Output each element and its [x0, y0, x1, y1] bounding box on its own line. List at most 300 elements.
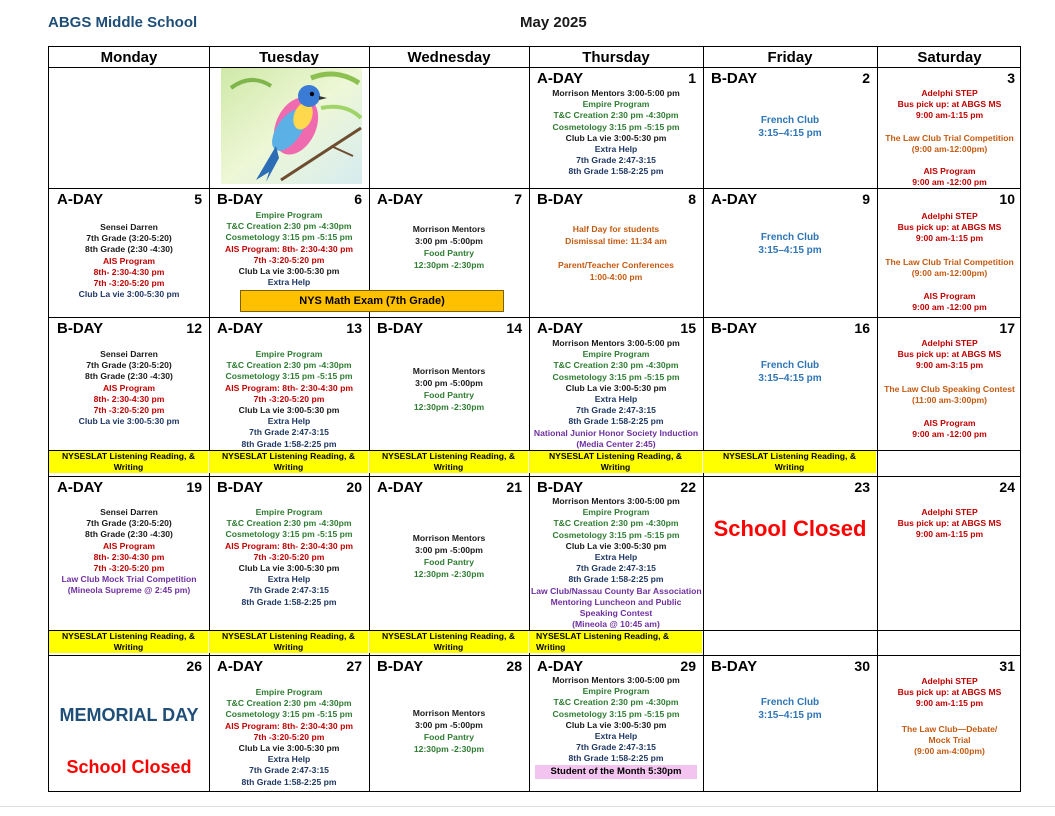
nyseslat-banner [49, 631, 208, 653]
event-line: 9:00 am-3:15 pm [915, 360, 984, 371]
event-list [51, 507, 207, 597]
event-line: 12:30pm -2:30pm [413, 402, 485, 412]
day-cell-may-9[interactable] [703, 188, 877, 317]
day-header-wednesday: Wednesday [407, 49, 491, 66]
event-line: 7th Grade 2:47-3:15 [576, 742, 656, 753]
date-number: 31 [999, 658, 1015, 674]
day-cell-may-20[interactable] [209, 476, 369, 631]
event-list [705, 359, 875, 385]
event-line: Cosmetology 3:15 pm -5:15 pm [552, 708, 680, 719]
day-type-label: A-DAY [377, 479, 424, 496]
event-line: Bus pick up: at ABGS MS [897, 222, 1002, 233]
event-line: Extra Help [594, 394, 638, 405]
event-list [705, 696, 875, 722]
event-list [879, 338, 1020, 440]
event-line: 7th -3:20-5:20 pm [253, 731, 325, 742]
event-line: Club La vie 3:00-5:30 pm [565, 382, 667, 393]
day-cell-may-16[interactable] [703, 317, 877, 450]
event-list [879, 88, 1020, 188]
day-type-label: B-DAY [537, 479, 584, 496]
date-number: 9 [862, 191, 870, 207]
date-number: 15 [680, 320, 696, 336]
event-list [531, 496, 701, 630]
school-closed-label: School Closed [713, 516, 867, 541]
event-line: Speaking Contest [579, 608, 653, 619]
event-line: 7th Grade 2:47-3:15 [576, 155, 656, 166]
day-type-label: A-DAY [537, 320, 584, 337]
day-type-label: B-DAY [217, 479, 264, 496]
date-number: 29 [680, 658, 696, 674]
day-type-label: B-DAY [711, 658, 758, 675]
banner-text: Writing [774, 462, 805, 472]
date-number: 3 [1007, 70, 1015, 86]
event-line: Empire Program [582, 507, 650, 518]
event-list [879, 211, 1020, 313]
day-cell-may-31[interactable] [877, 655, 1022, 793]
event-line: Cosmetology 3:15 pm -5:15 pm [225, 709, 353, 720]
day-cell-may-14[interactable] [369, 317, 529, 450]
event-line: Adelphi STEP [921, 88, 978, 98]
date-number: 27 [346, 658, 362, 674]
event-line: Empire Program [255, 507, 323, 517]
event-line: T&C Creation 2:30 pm -4:30pm [226, 360, 352, 371]
event-line: 3:15–4:15 pm [758, 128, 822, 139]
event-list [531, 88, 701, 178]
day-cell-may-3[interactable] [877, 67, 1022, 188]
event-line: (9:00 am-4:00pm) [914, 746, 985, 757]
event-line: Law Club Mock Trial Competition [61, 574, 197, 585]
event-line: 8th Grade (2:30 -4:30) [85, 529, 173, 540]
banner-text: NYSESLAT Listening Reading, & [61, 451, 196, 461]
banner-text: NYSESLAT Listening Reading, & [536, 631, 670, 641]
event-line: Club La vie 3:00-5:30 pm [565, 719, 667, 730]
banner-text: Writing [433, 642, 464, 652]
nyseslat-banner [49, 451, 208, 473]
date-number: 10 [999, 191, 1015, 207]
event-line: 8th Grade (2:30 -4:30) [85, 244, 173, 255]
event-line: Adelphi STEP [921, 211, 978, 221]
day-type-label: A-DAY [711, 191, 758, 208]
event-line: Morrison Mentors [412, 708, 486, 718]
event-line: Extra Help [267, 416, 311, 427]
event-line: Extra Help [594, 552, 638, 563]
event-line: 9:00 am -12:00 pm [912, 302, 987, 313]
event-line: Extra Help [267, 277, 311, 288]
event-line: 12:30pm -2:30pm [413, 260, 485, 270]
event-line: AIS Program [923, 166, 976, 177]
calendar-grid [48, 46, 1021, 792]
event-line: T&C Creation 2:30 pm -4:30pm [226, 698, 352, 709]
event-line: 7th Grade (3:20-5:20) [86, 360, 172, 371]
day-cell-may-1[interactable] [529, 67, 703, 188]
event-line: National Junior Honor Society Induction [533, 427, 699, 438]
event-line: 8th- 2:30-4:30 pm [93, 551, 165, 562]
event-line: Parent/Teacher Conferences [558, 260, 674, 270]
event-line: T&C Creation 2:30 pm -4:30pm [553, 697, 679, 708]
date-number: 2 [862, 70, 870, 86]
date-number: 5 [194, 191, 202, 207]
event-line: AIS Program: 8th- 2:30-4:30 pm [225, 382, 353, 393]
event-line: Food Pantry [423, 248, 475, 258]
day-cell-may-5[interactable] [49, 188, 209, 317]
banner-text: Writing [536, 642, 566, 652]
event-line: Dismissal time: 11:34 am [565, 236, 667, 246]
day-type-label: B-DAY [537, 191, 584, 208]
event-line: (Mineola Supreme @ 2:45 pm) [67, 585, 191, 596]
event-line: 7th -3:20-5:20 pm [93, 278, 165, 289]
event-line: Cosmetology 3:15 pm -5:15 pm [225, 371, 353, 382]
month-title: May 2025 [520, 14, 587, 31]
event-line: Cosmetology 3:15 pm -5:15 pm [552, 121, 680, 132]
banner-text: NYSESLAT Listening Reading, & [61, 631, 196, 641]
day-type-label: B-DAY [711, 320, 758, 337]
event-list [705, 231, 875, 257]
banner-text: NYSESLAT Listening Reading, & [548, 451, 683, 461]
event-line: 3:00 pm -5:00pm [415, 378, 483, 388]
event-line: 3:00 pm -5:00pm [415, 545, 483, 555]
spacer [879, 245, 1020, 257]
event-line: T&C Creation 2:30 pm -4:30pm [553, 360, 679, 371]
day-cell-may-26[interactable] [49, 655, 209, 793]
event-line: Sensei Darren [100, 349, 158, 359]
date-number: 1 [688, 70, 696, 86]
banner-text: Writing [273, 642, 304, 652]
event-line: 9:00 am -12:00 pm [912, 177, 987, 188]
event-list [51, 222, 207, 300]
event-line: Club La vie 3:00-5:30 pm [78, 289, 180, 300]
event-line: 9:00 am-1:15 pm [915, 529, 984, 540]
day-header-thursday: Thursday [582, 49, 650, 66]
event-line: Adelphi STEP [921, 507, 978, 517]
event-line: Empire Program [255, 349, 323, 359]
date-number: 8 [688, 191, 696, 207]
day-cell-may-19[interactable] [49, 476, 209, 631]
spacer [879, 372, 1020, 384]
event-line: (Mineola @ 10:45 am) [572, 619, 660, 630]
event-list [371, 707, 527, 755]
event-line: Cosmetology 3:15 pm -5:15 pm [552, 529, 680, 540]
event-line: Bus pick up: at ABGS MS [897, 99, 1002, 110]
event-line: 3:15–4:15 pm [758, 710, 822, 721]
event-line: Extra Help [267, 574, 311, 585]
date-number: 21 [506, 479, 522, 495]
day-header-monday: Monday [100, 49, 158, 66]
day-cell-may-23[interactable] [703, 476, 877, 631]
event-line: T&C Creation 2:30 pm -4:30pm [553, 518, 679, 529]
event-line: Bus pick up: at ABGS MS [897, 349, 1002, 360]
event-line: Law Club/Nassau County Bar Association [531, 585, 702, 596]
event-line: 3:00 pm -5:00pm [415, 236, 483, 246]
event-list [211, 349, 367, 450]
event-line: 7th -3:20-5:20 pm [93, 405, 165, 416]
event-line: Morrison Mentors [412, 533, 486, 543]
day-cell-may-10[interactable] [877, 188, 1022, 317]
event-line: 9:00 am-1:15 pm [915, 110, 984, 121]
day-type-label: B-DAY [377, 320, 424, 337]
spacer [879, 279, 1020, 291]
day-cell-may-13[interactable] [209, 317, 369, 450]
date-number: 19 [186, 479, 202, 495]
event-line: 9:00 am-1:15 pm [915, 233, 984, 244]
nyseslat-banner [529, 631, 702, 653]
day-type-label: A-DAY [57, 191, 104, 208]
event-line: Empire Program [582, 686, 650, 697]
event-list [531, 338, 701, 450]
day-cell-may-30[interactable] [703, 655, 877, 793]
event-list [879, 676, 1020, 757]
event-line: Club La vie 3:00-5:30 pm [565, 540, 667, 551]
spacer [879, 155, 1020, 166]
date-number: 13 [346, 320, 362, 336]
event-line: French Club [760, 697, 820, 708]
page-divider [0, 806, 1055, 807]
banner-text: NYSESLAT Listening Reading, & [221, 451, 356, 461]
event-line: (9:00 am-12:00pm) [911, 143, 988, 154]
event-line: Mock Trial [928, 734, 971, 745]
banner-text: Writing [273, 462, 304, 472]
event-line: 3:15–4:15 pm [758, 245, 822, 256]
event-line: French Club [760, 360, 820, 371]
event-line: Morrison Mentors [412, 224, 486, 234]
event-line: AIS Program [102, 540, 156, 551]
spacer [879, 710, 1020, 724]
event-line: French Club [760, 115, 820, 126]
nyseslat-banner [703, 451, 876, 473]
event-line: Morrison Mentors [412, 366, 486, 376]
event-list [211, 507, 367, 608]
day-type-label: B-DAY [217, 191, 264, 208]
event-line: Club La vie 3:00-5:30 pm [565, 132, 667, 143]
event-line: AIS Program: 8th- 2:30-4:30 pm [225, 720, 353, 731]
nyseslat-banner [209, 451, 368, 473]
event-line: 8th Grade 1:58-2:25 pm [241, 776, 337, 787]
event-line: Extra Help [594, 144, 638, 155]
event-line: 12:30pm -2:30pm [413, 569, 485, 579]
event-line: Empire Program [255, 210, 323, 220]
event-line: Empire Program [582, 349, 650, 360]
event-list [371, 532, 527, 580]
event-line: 8th Grade 1:58-2:25 pm [568, 416, 664, 427]
day-cell-may-22[interactable] [529, 476, 703, 655]
nyseslat-banner [369, 631, 528, 653]
event-line: 8th- 2:30-4:30 pm [93, 393, 165, 404]
day-type-label: A-DAY [217, 658, 264, 675]
bird-painting-icon [221, 68, 362, 184]
event-line: Bus pick up: at ABGS MS [897, 518, 1002, 529]
event-line: 8th Grade 1:58-2:25 pm [241, 438, 337, 449]
date-number: 16 [854, 320, 870, 336]
event-line: 9:00 am-1:15 pm [915, 698, 984, 709]
event-line: Morrison Mentors 3:00-5:00 pm [552, 496, 680, 506]
event-line: AIS Program [923, 291, 976, 302]
event-line: AIS Program [923, 418, 976, 429]
day-cell-may-2[interactable] [703, 67, 877, 188]
event-line: AIS Program: 8th- 2:30-4:30 pm [225, 540, 353, 551]
day-cell-may-17[interactable] [877, 317, 1022, 450]
event-list [879, 507, 1020, 541]
event-line: 3:00 pm -5:00pm [415, 720, 483, 730]
event-line: Mentoring Luncheon and Public [550, 596, 682, 607]
event-line: 7th -3:20-5:20 pm [253, 393, 325, 404]
spacer [879, 406, 1020, 418]
event-line: The Law Club—Debate/ [901, 723, 998, 734]
event-line: French Club [760, 232, 820, 243]
nyseslat-banner [529, 451, 702, 473]
event-line: 8th- 2:30-4:30 pm [93, 266, 165, 277]
event-line: Morrison Mentors 3:00-5:00 pm [552, 88, 680, 98]
event-line: Club La vie 3:00-5:30 pm [238, 743, 340, 754]
date-number: 20 [346, 479, 362, 495]
event-line: 1:00-4:00 pm [589, 272, 643, 282]
event-line: Empire Program [255, 687, 323, 697]
date-number: 17 [999, 320, 1015, 336]
event-line: 7th -3:20-5:20 pm [253, 551, 325, 562]
event-list [211, 210, 367, 288]
day-cell-may-24[interactable] [877, 476, 1022, 631]
grid-line [48, 450, 1021, 451]
event-line: Morrison Mentors 3:00-5:00 pm [552, 338, 680, 348]
event-line: 7th Grade (3:20-5:20) [86, 233, 172, 244]
day-cell-may-21[interactable] [369, 476, 529, 631]
event-line: 7th Grade (3:20-5:20) [86, 518, 172, 529]
day-cell-may-8[interactable] [529, 188, 703, 317]
day-type-label: A-DAY [57, 479, 104, 496]
spacer [531, 247, 701, 259]
event-line: 8th Grade (2:30 -4:30) [85, 371, 173, 382]
banner-text: Writing [600, 462, 631, 472]
banner-text: NYSESLAT Listening Reading, & [381, 451, 516, 461]
date-number: 12 [186, 320, 202, 336]
date-number: 24 [999, 479, 1015, 495]
event-line: 3:15–4:15 pm [758, 373, 822, 384]
event-line: 8th Grade 1:58-2:25 pm [568, 166, 664, 177]
date-number: 6 [354, 191, 362, 207]
event-line: Empire Program [582, 99, 650, 110]
event-line: T&C Creation 2:30 pm -4:30pm [226, 221, 352, 232]
event-line: 7th -3:20-5:20 pm [93, 563, 165, 574]
event-list [211, 687, 367, 788]
event-line: 8th Grade 1:58-2:25 pm [568, 574, 664, 585]
event-line: (11:00 am-3:00pm) [912, 394, 987, 405]
date-number: 28 [506, 658, 522, 674]
date-number: 30 [854, 658, 870, 674]
day-header-tuesday: Tuesday [259, 49, 319, 66]
day-cell-may-12[interactable] [49, 317, 209, 450]
banner-text: Writing [113, 462, 144, 472]
event-line: 8th Grade 1:58-2:25 pm [241, 596, 337, 607]
event-line: Cosmetology 3:15 pm -5:15 pm [225, 232, 353, 243]
event-line: Bus pick up: at ABGS MS [897, 687, 1002, 698]
event-line: T&C Creation 2:30 pm -4:30pm [226, 518, 352, 529]
event-line: Adelphi STEP [921, 338, 978, 348]
day-header-saturday: Saturday [917, 49, 982, 66]
event-line: Food Pantry [423, 732, 475, 742]
event-line: The Law Club Trial Competition [885, 256, 1014, 267]
event-list [51, 349, 207, 427]
day-type-label: A-DAY [537, 658, 584, 675]
event-line: Club La vie 3:00-5:30 pm [238, 266, 340, 277]
school-closed-label: School Closed [66, 757, 192, 777]
grid-line [702, 630, 1021, 631]
event-line: The Law Club Trial Competition [885, 132, 1014, 143]
event-line: (Media Center 2:45) [576, 438, 656, 449]
date-number: 26 [186, 658, 202, 674]
event-list [531, 675, 701, 765]
banner-text: NYSESLAT Listening Reading, & [381, 631, 516, 641]
event-line: Club La vie 3:00-5:30 pm [78, 416, 180, 427]
date-number: 14 [506, 320, 522, 336]
event-line: Half Day for students [572, 224, 660, 234]
event-list [705, 114, 875, 140]
event-line: AIS Program [102, 382, 156, 393]
memorial-day-label: MEMORIAL DAY [59, 705, 199, 725]
event-line: Club La vie 3:00-5:30 pm [238, 405, 340, 416]
event-line: The Law Club Speaking Contest [884, 383, 1015, 394]
day-cell-may-15[interactable] [529, 317, 703, 450]
event-line: 7th Grade 2:47-3:15 [576, 563, 656, 574]
event-line: Adelphi STEP [921, 676, 978, 686]
date-number: 23 [854, 479, 870, 495]
event-line: 7th Grade 2:47-3:15 [249, 585, 329, 596]
day-type-label: A-DAY [377, 191, 424, 208]
student-of-month-banner[interactable]: Student of the Month 5:30pm [535, 765, 697, 779]
date-number: 7 [514, 191, 522, 207]
event-list [371, 365, 527, 413]
event-line: (9:00 am-12:00pm) [911, 267, 988, 278]
event-line: 9:00 am -12:00 pm [912, 429, 987, 440]
event-line: 7th Grade 2:47-3:15 [249, 765, 329, 776]
day-type-label: B-DAY [711, 70, 758, 87]
nyseslat-banner [369, 451, 528, 473]
day-cell-may-28[interactable] [369, 655, 529, 793]
school-name: ABGS Middle School [48, 14, 198, 31]
spacer [879, 122, 1020, 133]
event-list [531, 223, 701, 283]
day-type-label: B-DAY [377, 658, 424, 675]
banner-text: NYSESLAT Listening Reading, & [221, 631, 356, 641]
event-line: 7th Grade 2:47-3:15 [249, 427, 329, 438]
day-type-label: A-DAY [537, 70, 584, 87]
grid-line [48, 630, 703, 631]
day-header-friday: Friday [767, 49, 813, 66]
day-type-label: A-DAY [217, 320, 264, 337]
event-line: 7th Grade 2:47-3:15 [576, 405, 656, 416]
banner-text: NYSESLAT Listening Reading, & [722, 451, 857, 461]
date-number: 22 [680, 479, 696, 495]
event-line: Cosmetology 3:15 pm -5:15 pm [552, 371, 680, 382]
event-line: Extra Help [267, 754, 311, 765]
event-list [371, 223, 527, 271]
event-line: Morrison Mentors 3:00-5:00 pm [552, 675, 680, 685]
event-line: Cosmetology 3:15 pm -5:15 pm [225, 529, 353, 540]
banner-text: Writing [433, 462, 464, 472]
day-cell-may-27[interactable] [209, 655, 369, 793]
event-line: AIS Program: 8th- 2:30-4:30 pm [225, 243, 353, 254]
event-line: 7th -3:20-5:20 pm [253, 254, 325, 265]
event-line: Sensei Darren [100, 222, 158, 232]
event-line: Food Pantry [423, 557, 475, 567]
event-line: T&C Creation 2:30 pm -4:30pm [553, 110, 679, 121]
nys-math-exam-banner[interactable]: NYS Math Exam (7th Grade) [240, 290, 504, 312]
event-line: Extra Help [594, 731, 638, 742]
nyseslat-banner [209, 631, 368, 653]
day-type-label: B-DAY [57, 320, 104, 337]
banner-text: Writing [113, 642, 144, 652]
event-line: 8th Grade 1:58-2:25 pm [568, 753, 664, 764]
event-line: 12:30pm -2:30pm [413, 744, 485, 754]
event-line: AIS Program [102, 255, 156, 266]
event-line: Club La vie 3:00-5:30 pm [238, 563, 340, 574]
